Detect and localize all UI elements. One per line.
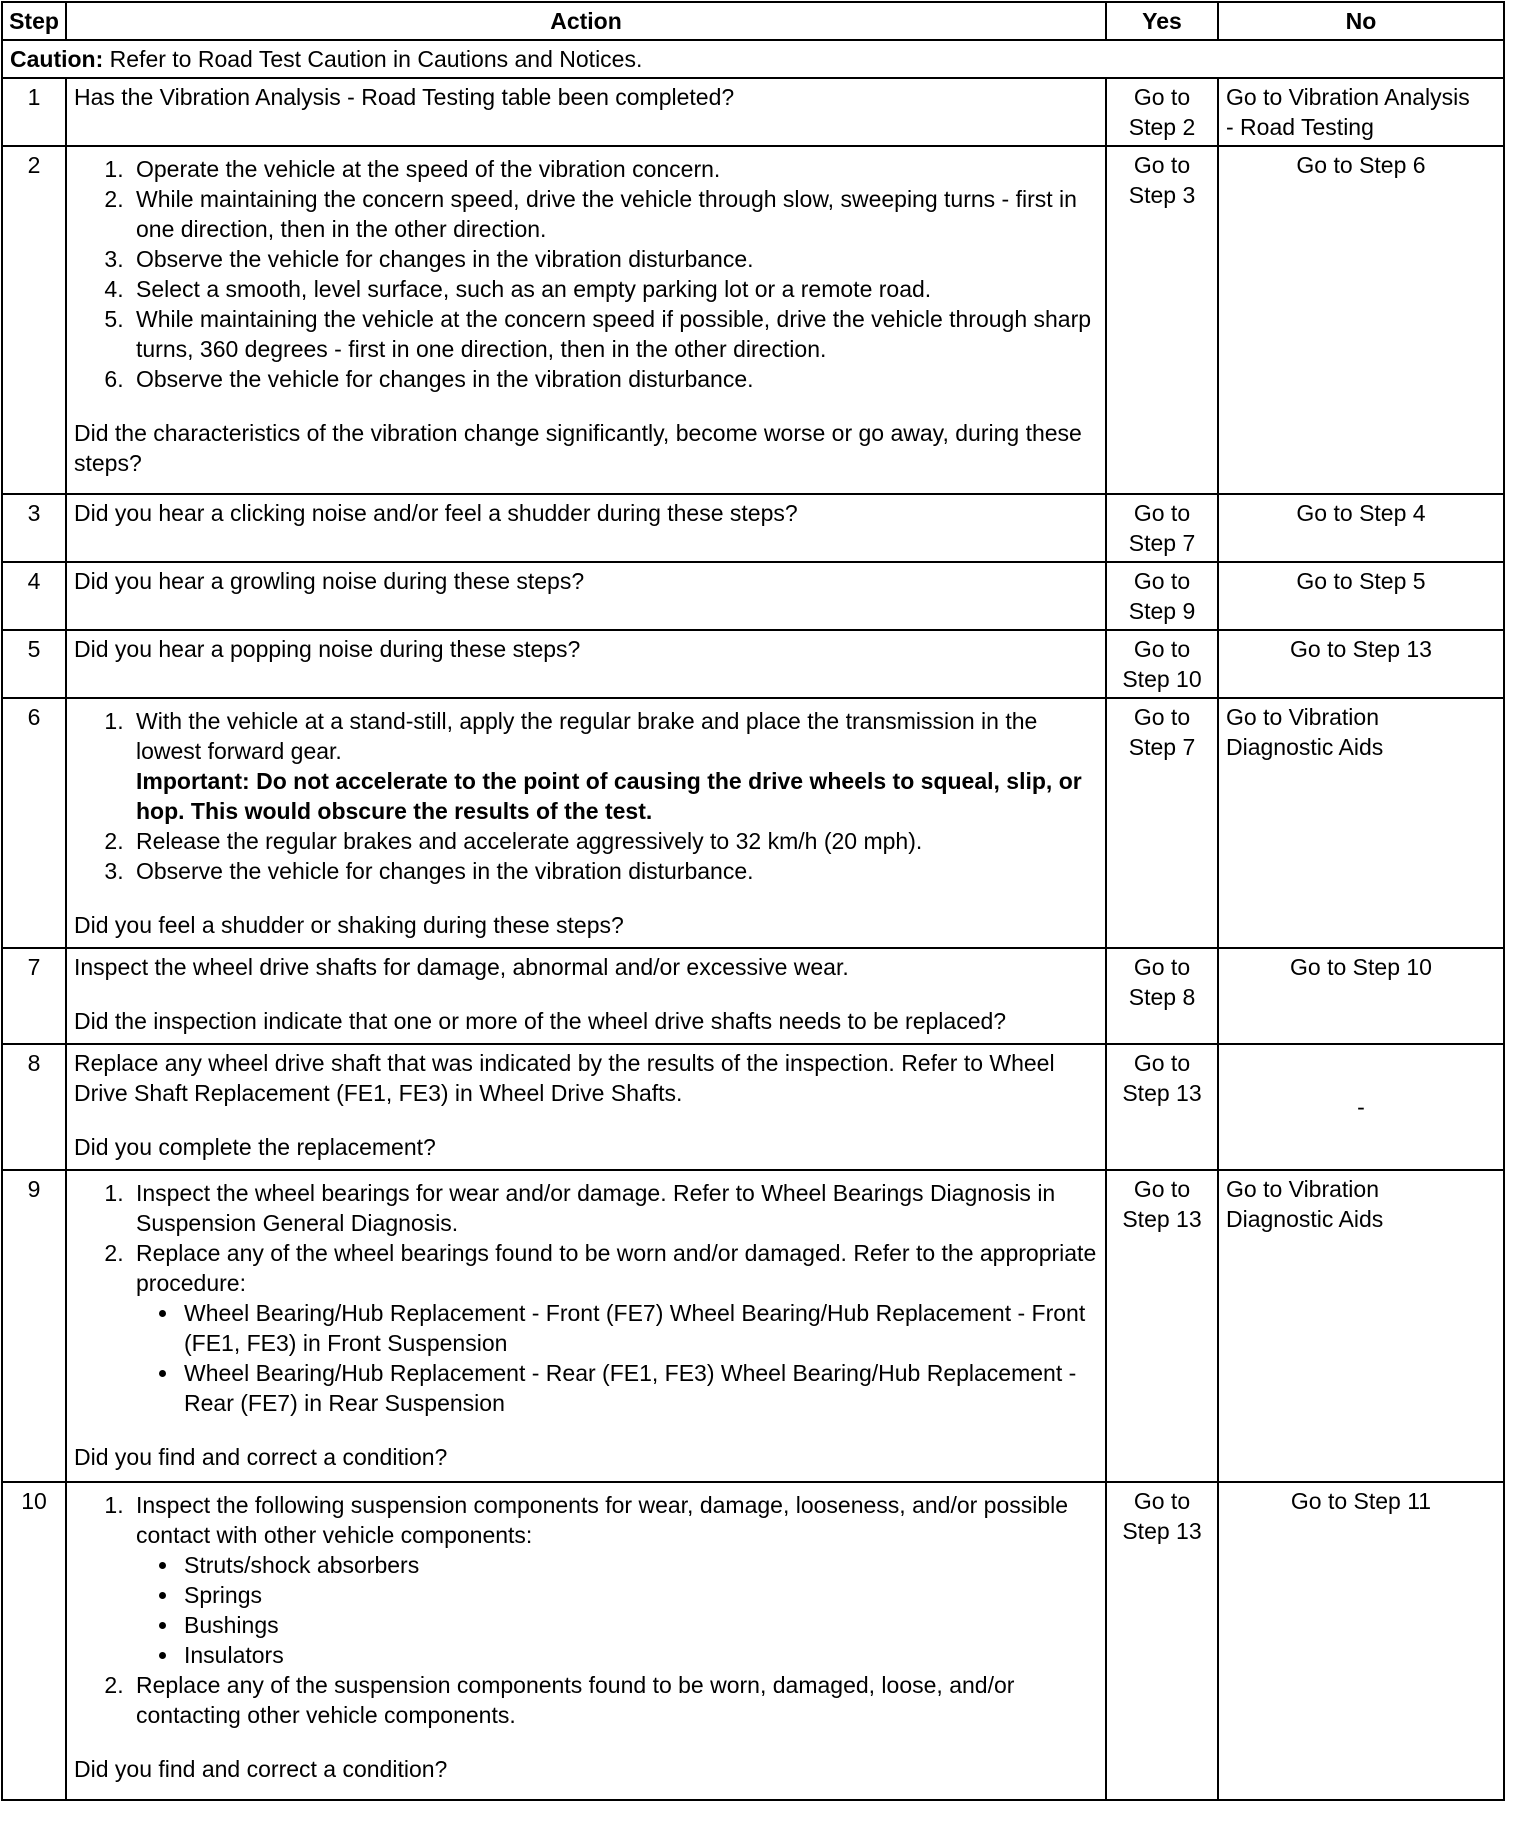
- yes-link[interactable]: Go to Step 13: [1106, 1482, 1218, 1800]
- action-cell: [66, 494, 1106, 562]
- bullet-item: • Wheel Bearing/Hub Replacement - Front (FE7) Wheel Bearing/Hub Replacement - Front (FE1, FE3) in Front Suspension: [180, 1298, 1098, 1358]
- action-cell: [66, 698, 1106, 948]
- step-number: 2: [2, 146, 66, 494]
- action-cell: [66, 1044, 1106, 1170]
- component-bullets: [136, 1550, 1098, 1670]
- list-item: 6. Observe the vehicle for changes in the vibration disturbance.: [130, 364, 1098, 394]
- action-steps-list: [74, 154, 1098, 394]
- step-number: 3: [2, 494, 66, 562]
- step-number: 6: [2, 698, 66, 948]
- yes-link[interactable]: Go to Step 9: [1106, 562, 1218, 630]
- action-cell: [66, 948, 1106, 1044]
- list-item: 1. Operate the vehicle at the speed of the vibration concern.: [130, 154, 1098, 184]
- list-item: 2. Release the regular brakes and accelerate aggressively to 32 km/h (20 mph).: [130, 826, 1098, 856]
- table-row: [2, 146, 1504, 494]
- question-text: Did the inspection indicate that one or more of the wheel drive shafts needs to be replaced?: [74, 1008, 1007, 1034]
- table-row: [2, 562, 1504, 630]
- list-item: 4. Select a smooth, level surface, such as an empty parking lot or a remote road.: [130, 274, 1098, 304]
- bullet-item: • Bushings: [180, 1610, 1098, 1640]
- diagnostic-table: [1, 1, 1505, 1801]
- list-item-text: With the vehicle at a stand-still, apply the regular brake and place the transmission in the lowest forward gear.: [136, 708, 1038, 764]
- table-row: [2, 1044, 1504, 1170]
- step-number: 5: [2, 630, 66, 698]
- list-item-text: Inspect the following suspension components for wear, damage, looseness, and/or possible contact with other vehicle components:: [136, 1492, 1069, 1548]
- list-item: 1. Inspect the wheel bearings for wear and/or damage. Refer to Wheel Bearings Diagnosis in Suspension General Diagnosis.: [130, 1178, 1098, 1238]
- question-text: Did you feel a shudder or shaking during these steps?: [74, 912, 624, 938]
- no-link[interactable]: Go to Step 5: [1218, 562, 1504, 630]
- header-step: Step: [2, 2, 66, 40]
- intro-text: Inspect the wheel drive shafts for damage, abnormal and/or excessive wear.: [74, 954, 849, 980]
- action-steps-list: [74, 1490, 1098, 1730]
- yes-link[interactable]: Go to Step 10: [1106, 630, 1218, 698]
- action-cell: [66, 630, 1106, 698]
- question-text: Did you find and correct a condition?: [74, 1756, 448, 1782]
- header-no: No: [1218, 2, 1504, 40]
- bullet-item: • Insulators: [180, 1640, 1098, 1670]
- no-link[interactable]: Go to Step 13: [1218, 630, 1504, 698]
- table-row: [2, 1170, 1504, 1482]
- header-action: Action: [66, 2, 1106, 40]
- procedure-bullets: [136, 1298, 1098, 1418]
- step-number: 7: [2, 948, 66, 1044]
- table-row: [2, 1482, 1504, 1800]
- action-cell: [66, 1482, 1106, 1800]
- question-text: Did you hear a growling noise during these steps?: [74, 568, 585, 594]
- yes-link[interactable]: Go to Step 7: [1106, 698, 1218, 948]
- bullet-item: • Wheel Bearing/Hub Replacement - Rear (FE1, FE3) Wheel Bearing/Hub Replacement - Rear (FE7) in Rear Suspension: [180, 1358, 1098, 1418]
- header-row: [2, 2, 1504, 40]
- no-link: -: [1218, 1044, 1504, 1170]
- table-row: [2, 630, 1504, 698]
- bullet-item: • Struts/shock absorbers: [180, 1550, 1098, 1580]
- action-cell: [66, 562, 1106, 630]
- action-steps-list: [74, 1178, 1098, 1418]
- yes-link[interactable]: Go to Step 13: [1106, 1044, 1218, 1170]
- no-link[interactable]: Go to Vibration Analysis - Road Testing: [1218, 78, 1504, 146]
- no-link[interactable]: Go to Vibration Diagnostic Aids: [1218, 698, 1504, 948]
- bullet-item: • Springs: [180, 1580, 1098, 1610]
- table-row: [2, 948, 1504, 1044]
- intro-text: Replace any wheel drive shaft that was indicated by the results of the inspection. Refer to Wheel Drive Shaft Replacement (FE1, FE3) in Wheel Drive Shafts.: [74, 1050, 1055, 1106]
- no-link[interactable]: Go to Step 6: [1218, 146, 1504, 494]
- yes-link[interactable]: Go to Step 3: [1106, 146, 1218, 494]
- caution-cell: [2, 40, 1504, 78]
- list-item: 3. Observe the vehicle for changes in the vibration disturbance.: [130, 244, 1098, 274]
- no-link[interactable]: Go to Step 4: [1218, 494, 1504, 562]
- yes-link[interactable]: Go to Step 2: [1106, 78, 1218, 146]
- caution-row: [2, 40, 1504, 78]
- list-item: 3. Observe the vehicle for changes in the vibration disturbance.: [130, 856, 1098, 886]
- action-steps-list: [74, 706, 1098, 886]
- table-row: [2, 698, 1504, 948]
- question-text: Did you hear a popping noise during these steps?: [74, 636, 581, 662]
- table-row: [2, 78, 1504, 146]
- caution-label: Caution:: [10, 46, 104, 72]
- step-number: 8: [2, 1044, 66, 1170]
- no-link[interactable]: Go to Step 10: [1218, 948, 1504, 1044]
- no-link[interactable]: Go to Step 11: [1218, 1482, 1504, 1800]
- list-item: 2. While maintaining the concern speed, drive the vehicle through slow, sweeping turns - first in one direction, then in the other direction.: [130, 184, 1098, 244]
- action-cell: [66, 78, 1106, 146]
- header-yes: Yes: [1106, 2, 1218, 40]
- important-note: Important: Do not accelerate to the point of causing the drive wheels to squeal, slip, or hop. This would obscure the results of the test.: [136, 768, 1082, 824]
- step-number: 10: [2, 1482, 66, 1800]
- action-cell: [66, 146, 1106, 494]
- list-item: [130, 706, 1098, 826]
- yes-link[interactable]: Go to Step 8: [1106, 948, 1218, 1044]
- step-number: 9: [2, 1170, 66, 1482]
- list-item: [130, 1490, 1098, 1670]
- step-number: 4: [2, 562, 66, 630]
- yes-link[interactable]: Go to Step 7: [1106, 494, 1218, 562]
- no-link[interactable]: Go to Vibration Diagnostic Aids: [1218, 1170, 1504, 1482]
- caution-text: Refer to Road Test Caution in Cautions and Notices.: [103, 46, 643, 72]
- action-cell: [66, 1170, 1106, 1482]
- question-text: Did the characteristics of the vibration change significantly, become worse or go away, during these steps?: [74, 420, 1082, 476]
- yes-link[interactable]: Go to Step 13: [1106, 1170, 1218, 1482]
- question-text: Has the Vibration Analysis - Road Testing table been completed?: [74, 84, 735, 110]
- table-row: [2, 494, 1504, 562]
- diagnostic-table-wrapper: [1, 1, 1503, 1801]
- question-text: Did you complete the replacement?: [74, 1134, 436, 1160]
- question-text: Did you find and correct a condition?: [74, 1444, 448, 1470]
- list-item: 2. Replace any of the suspension components found to be worn, damaged, loose, and/or contacting other vehicle components.: [130, 1670, 1098, 1730]
- list-item-text: Replace any of the wheel bearings found to be worn and/or damaged. Refer to the appropriate procedure:: [136, 1240, 1097, 1296]
- list-item: 5. While maintaining the vehicle at the concern speed if possible, drive the vehicle through sharp turns, 360 degrees - first in one direction, then in the other direction.: [130, 304, 1098, 364]
- step-number: 1: [2, 78, 66, 146]
- list-item: [130, 1238, 1098, 1418]
- question-text: Did you hear a clicking noise and/or feel a shudder during these steps?: [74, 500, 798, 526]
